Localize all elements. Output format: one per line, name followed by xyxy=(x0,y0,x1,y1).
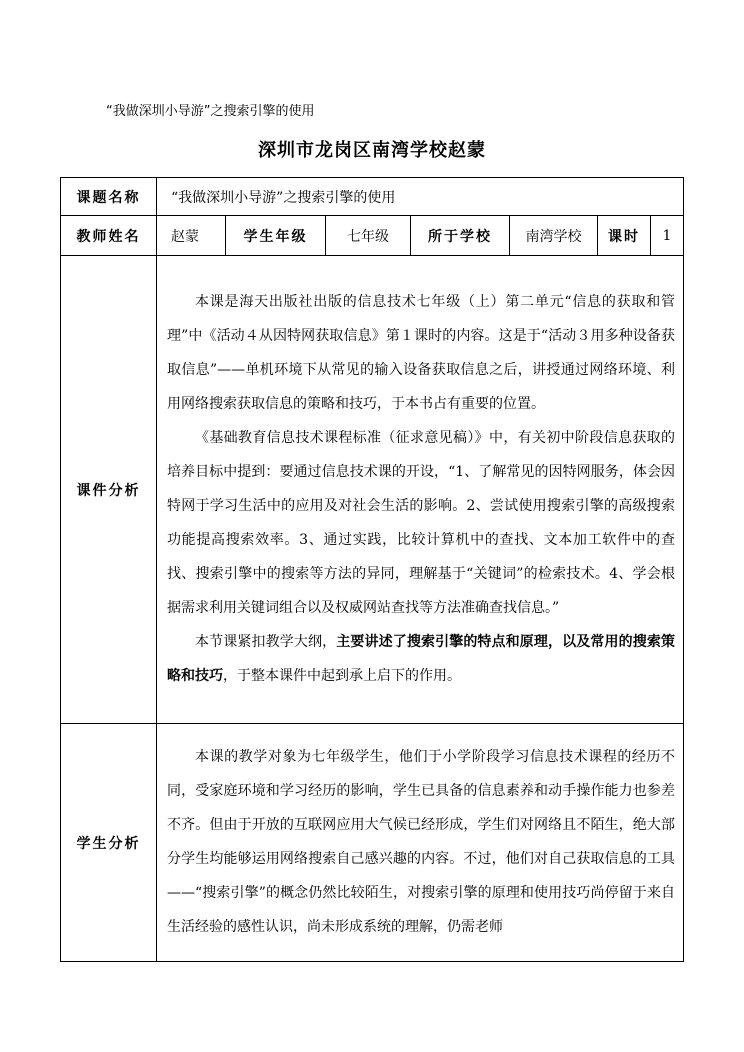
student-paragraph-1: 本课的教学对象为七年级学生，他们于小学阶段学习信息技术课程的经历不同，受家庭环境和学习经历的影响，学生已具备的信息素养和动手操作能力也参差不齐。但由于开放的互联网应用大气候已经形成，学生们对网络且不陌生，绝大部分学生均能够运用网络搜索自己感兴趣的内容。不过，他们对自己获取信息的工具——“搜索引擎”的概念仍然比较陌生，对搜索引擎的原理和使用技巧尚停留于来自生活经验的感性认识，尚未形成系统的理解，仍需老师 xyxy=(167,748,676,935)
teacher-value: 赵蒙 xyxy=(157,216,226,256)
grade-label: 学生年级 xyxy=(226,216,326,256)
analysis-paragraph-1: 本课是海天出版社出版的信息技术七年级（上）第二单元“信息的获取和管理”中《活动４从因特网获取信息》第１课时的内容。这是于“活动３用多种设备获取信息”——单机环境下从常见的输入设备获取信息之后，讲授通过网络环境、利用网络搜索获取信息的策略和技巧，于本书占有重要的位置。 xyxy=(167,293,676,412)
student-row xyxy=(61,724,684,962)
analysis-p3-post: ，于整本课件中起到承上启下的作用。 xyxy=(223,667,461,684)
info-row xyxy=(61,216,684,256)
school-value: 南湾学校 xyxy=(510,216,598,256)
student-label: 学生分析 xyxy=(61,724,157,962)
analysis-label: 课件分析 xyxy=(61,256,157,724)
topic-label: 课题名称 xyxy=(61,178,157,216)
period-value: 1 xyxy=(651,216,684,256)
student-content xyxy=(157,724,684,962)
analysis-content xyxy=(157,256,684,724)
teacher-label: 教师姓名 xyxy=(61,216,157,256)
analysis-row xyxy=(61,256,684,724)
school-label: 所于学校 xyxy=(411,216,510,256)
analysis-p3-pre: 本节课紧扣教学大纲， xyxy=(195,633,337,650)
header-line: “我做深圳小导游”之搜索引擎的使用 xyxy=(106,104,315,119)
grade-value: 七年级 xyxy=(326,216,411,256)
page-title: 深圳市龙岗区南湾学校赵蒙 xyxy=(258,140,486,161)
lesson-plan-table xyxy=(60,177,684,962)
period-label: 课时 xyxy=(598,216,651,256)
analysis-paragraph-2: 《基础教育信息技术课程标准（征求意见稿）》中，有关初中阶段信息获取的培养目标中提到：要通过信息技术课的开设，“1、了解常见的因特网服务，体会因特网于学习生活中的应用及对社会生活的影响。2、尝试使用搜索引擎的高级搜索功能提高搜索效率。3、通过实践，比较计算机中的查找、文本加工软件中的查找、搜索引擎中的搜索等方法的异同，理解基于“关键词”的检索技术。4、学会根据需求利用关键词组合以及权威网站查找等方法准确查找信息。” xyxy=(167,429,676,616)
topic-value: “我做深圳小导游”之搜索引擎的使用 xyxy=(157,178,684,216)
topic-row xyxy=(61,178,684,216)
analysis-p3-emphasis: 主要讲述了搜索引擎的特点和原理，以及常用的搜索策略和技巧 xyxy=(167,633,676,684)
analysis-paragraph-3 xyxy=(157,625,683,693)
